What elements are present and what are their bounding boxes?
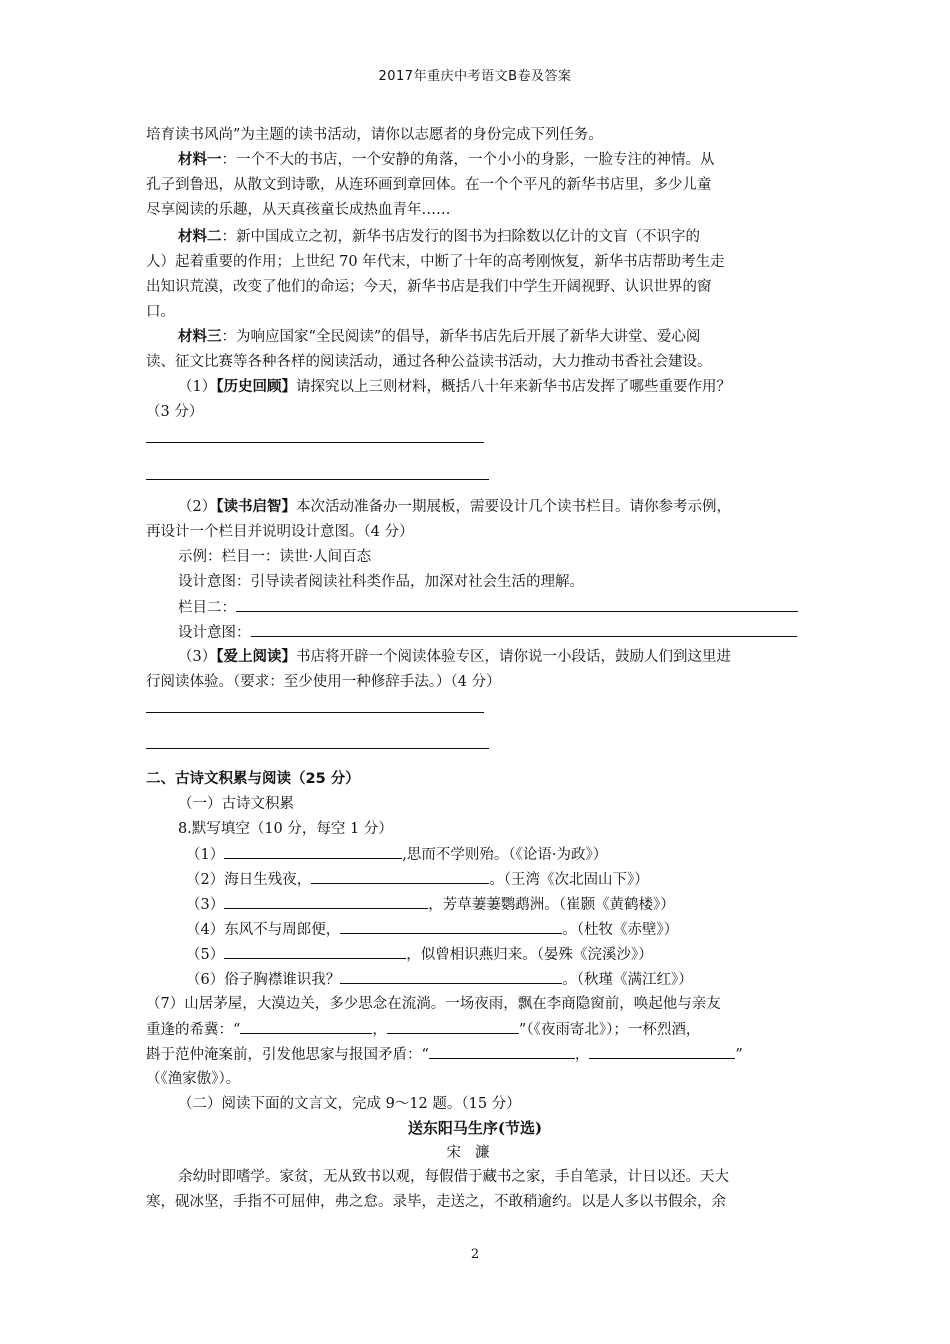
example-column: 示例：栏目一：读世·人间百态 [178, 549, 372, 565]
blank-7d[interactable] [589, 1044, 735, 1059]
subsection-2-heading: （二）阅读下面的文言文，完成 9～12 题。（15 分） [178, 1096, 521, 1112]
answer-line-1a[interactable] [146, 442, 484, 443]
blank-2[interactable] [311, 869, 489, 884]
material-1-line-1: 材料一：一个不大的书店，一个安静的角落，一个小小的身影，一脸专注的神情。从 [178, 151, 715, 168]
poem-blank-7-line-4: （《渔家傲》）。 [146, 1071, 241, 1087]
poem-blank-7-line-2: 重逢的希冀：“ ， ”（《夜雨寄北》）；一杯烈酒， [146, 1019, 700, 1039]
passage-line-1: 余幼时即嗜学。家贫，无从致书以观，每假借于藏书之家，手自笔录，计日以还。天大 [178, 1169, 729, 1185]
question-2-tag: 【读书启智】 [216, 498, 296, 515]
question-3-line-2: 行阅读体验。（要求：至少使用一种修辞手法。）（4 分） [146, 674, 501, 690]
column-two-blank[interactable] [236, 597, 798, 612]
question-2-line-2: 再设计一个栏目并说明设计意图。（4 分） [146, 524, 414, 540]
material-1-line-3: 尽享阅读的乐趣，从天真孩童长成热血青年…… [146, 202, 451, 218]
material-2-line-4: 口。 [146, 304, 175, 320]
subsection-1-heading: （一）古诗文积累 [178, 796, 294, 812]
section-2-heading: 二、古诗文积累与阅读（25 分） [146, 771, 360, 787]
answer-line-3a[interactable] [146, 712, 484, 713]
page-number: 2 [470, 1247, 480, 1262]
material-3-line-2: 读、征文比赛等各种各样的阅读活动，通过各种公益读书活动，大力推动书香社会建设。 [146, 354, 712, 370]
blank-7c[interactable] [429, 1044, 575, 1059]
material-3-label: 材料三 [178, 328, 222, 345]
question-1-line-1: （1）【历史回顾】请探究以上三则材料，概括八十年来新华书店发挥了哪些重要作用？ [178, 378, 731, 395]
poem-blank-5: （5） ，似曾相识燕归来。（晏殊《浣溪沙》） [186, 944, 653, 964]
blank-6[interactable] [340, 969, 562, 984]
blank-3[interactable] [224, 894, 428, 909]
poem-blank-1: （1） ,思而不学则殆。（《论语·为政》） [186, 844, 607, 864]
intent-blank[interactable] [251, 622, 797, 637]
answer-line-3b[interactable] [146, 748, 489, 749]
poem-blank-2: （2）海日生残夜， 。（王湾《次北固山下》） [186, 869, 649, 889]
blank-7a[interactable] [240, 1019, 372, 1034]
intent-field: 设计意图： [178, 622, 797, 642]
column-two-field: 栏目二： [178, 597, 798, 617]
blank-5[interactable] [224, 944, 406, 959]
intro-line: 培育读书风尚”为主题的读书活动，请你以志愿者的身份完成下列任务。 [146, 127, 603, 143]
passage-author: 宋濂 [446, 1145, 504, 1161]
material-2-line-1: 材料二：新中国成立之初，新华书店发行的图书为扫除数以亿计的文盲（不识字的 [178, 228, 700, 245]
question-8: 8.默写填空（10 分，每空 1 分） [178, 821, 393, 837]
poem-blank-7-line-3: 斟于范仲淹案前，引发他思家与报国矛盾：“ ， ” [146, 1044, 743, 1064]
material-2-line-2: 人）起着重要的作用；上世纪 70 年代末，中断了十年的高考刚恢复，新华书店帮助考生走 [146, 254, 725, 270]
material-2-label: 材料二 [178, 228, 222, 245]
poem-blank-6: （6）俗子胸襟谁识我？ 。（秋瑾《满江红》） [186, 969, 693, 989]
question-2-line-1: （2）【读书启智】本次活动准备办一期展板，需要设计几个读书栏目。请你参考示例， [178, 498, 731, 515]
material-2-line-3: 出知识荒漠，改变了他们的命运；今天，新华书店是我们中学生开阔视野、认识世界的窗 [146, 279, 712, 295]
answer-line-1b[interactable] [146, 479, 489, 480]
poem-blank-7-line-1: （7）山居茅屋，大漠边关，多少思念在流淌。一场夜雨，飘在李商隐窗前，唤起他与亲友 [146, 996, 721, 1012]
passage-line-2: 寒，砚冰坚，手指不可屈伸，弗之怠。录毕，走送之，不敢稍逾约。以是人多以书假余，余 [146, 1194, 726, 1210]
passage-title: 送东阳马生序(节选) [407, 1119, 543, 1137]
question-1-tag: 【历史回顾】 [216, 378, 296, 395]
poem-blank-4: （4）东风不与周郎便， 。（杜牧《赤壁》） [186, 919, 678, 939]
example-intent: 设计意图：引导读者阅读社科类作品，加深对社会生活的理解。 [178, 574, 584, 590]
material-3-line-1: 材料三：为响应国家“全民阅读”的倡导，新华书店先后开展了新华大讲堂、爱心阅 [178, 328, 701, 345]
question-3-tag: 【爱上阅读】 [216, 648, 296, 665]
question-1-line-2: （3 分） [146, 404, 204, 420]
poem-blank-3: （3） ，芳草萋萋鹦鹉洲。（崔颢《黄鹤楼》） [186, 894, 675, 914]
question-3-line-1: （3）【爱上阅读】书店将开辟一个阅读体验专区，请你说一小段话，鼓励人们到这里进 [178, 648, 731, 665]
page-header: 2017年重庆中考语文B卷及答案 [378, 69, 572, 84]
material-1-label: 材料一 [178, 151, 222, 168]
blank-7b[interactable] [387, 1019, 519, 1034]
blank-1[interactable] [224, 844, 402, 859]
blank-4[interactable] [340, 919, 562, 934]
material-1-line-2: 孔子到鲁迅，从散文到诗歌，从连环画到章回体。在一个个平凡的新华书店里，多少儿童 [146, 177, 712, 193]
